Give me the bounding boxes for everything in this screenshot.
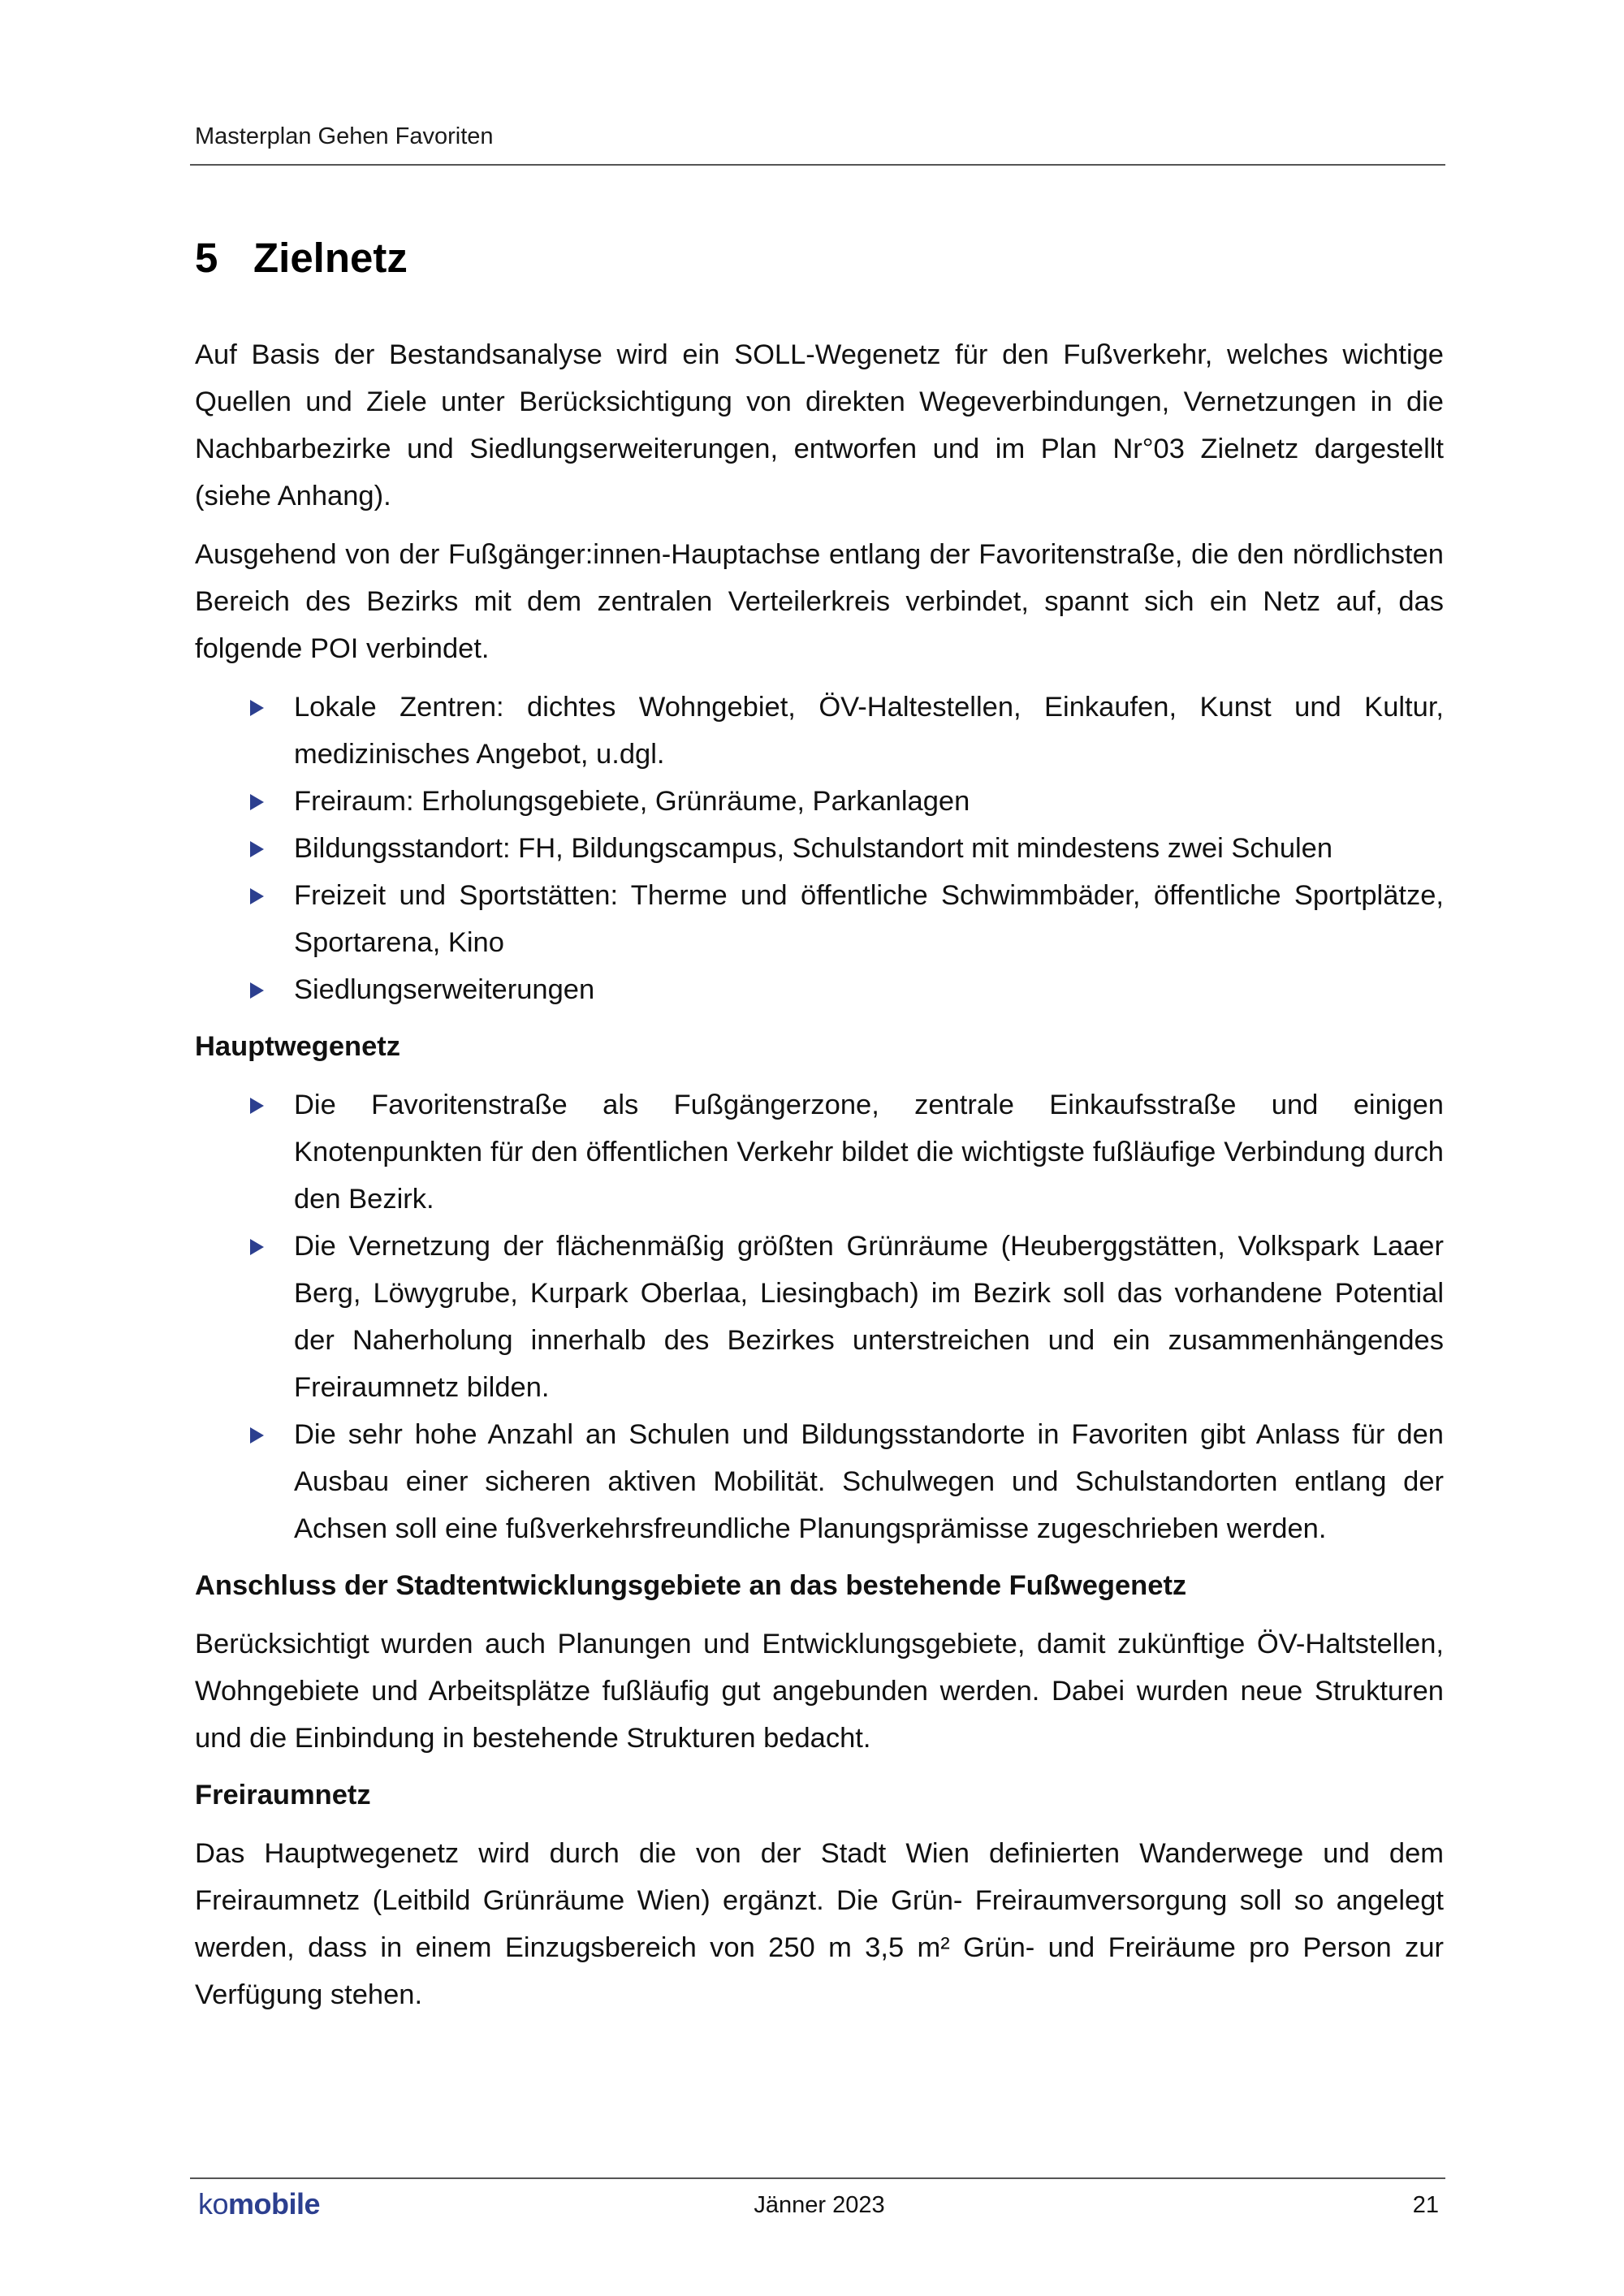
freiraumnetz-paragraph: Das Hauptwegenetz wird durch die von der Stadt Wien definierten Wanderwege und dem Freiraumnetz (Leitbild Grünräume Wien) ergänzt. Die Grün- Freiraumversorgung soll so angelegt werden, dass in einem Einzugsbereich von 250 m 3,5 m² Grün- und Freiräume pro Person zur Verfügung stehen. bbox=[195, 1838, 1444, 2010]
section-heading-anschluss: Anschluss der Stadtentwicklungsgebiete an das bestehende Fußwegenetz bbox=[195, 1570, 1187, 1601]
triangle-bullet-icon bbox=[250, 794, 264, 810]
anschluss-paragraph: Berücksichtigt wurden auch Planungen und Entwicklungsgebiete, damit zukünftige ÖV-Haltstellen, Wohngebiete und Arbeitsplätze fußläufig gut angebunden werden. Dabei wurden neue Strukturen und die Einbindung in bestehende Strukturen bedacht. bbox=[195, 1629, 1444, 1754]
list-item: Siedlungserweiterungen bbox=[294, 966, 1444, 1013]
footer-divider bbox=[190, 2177, 1445, 2179]
komobile-logo: komobile bbox=[198, 2187, 321, 2220]
chapter-heading bbox=[195, 234, 408, 282]
footer-date: Jänner 2023 bbox=[754, 2192, 885, 2218]
list-item: Die Favoritenstraße als Fußgängerzone, zentrale Einkaufsstraße und einigen Knotenpunkten für den öffentlichen Verkehr bildet die wichtigste fußläufige Verbindung durch den Bezirk. bbox=[294, 1081, 1444, 1223]
triangle-bullet-icon bbox=[250, 1098, 264, 1114]
list-item: Freiraum: Erholungsgebiete, Grünräume, Parkanlagen bbox=[294, 778, 1444, 825]
page-number: 21 bbox=[1412, 2192, 1439, 2218]
main-content bbox=[195, 331, 1444, 2018]
triangle-bullet-icon bbox=[250, 1239, 264, 1255]
triangle-bullet-icon bbox=[250, 700, 264, 716]
poi-list bbox=[195, 684, 1444, 1013]
hauptwegenetz-list bbox=[195, 1081, 1444, 1552]
chapter-number: 5 bbox=[195, 235, 218, 281]
intro-paragraph-2: Ausgehend von der Fußgänger:innen-Hauptachse entlang der Favoritenstraße, die den nördlichsten Bereich des Bezirks mit dem zentralen Verteilerkreis verbindet, spannt sich ein Netz auf, das folgende POI verbindet. bbox=[195, 539, 1444, 664]
running-header: Masterplan Gehen Favoriten bbox=[195, 123, 494, 149]
chapter-title: Zielnetz bbox=[253, 235, 408, 281]
list-item: Die Vernetzung der flächenmäßig größten Grünräume (Heuberggstätten, Volkspark Laaer Berg, Löwygrube, Kurpark Oberlaa, Liesingbach) im Bezirk soll das vorhandene Potential der Naherholung innerhalb des Bezirkes unterstreichen und ein zusammenhängendes Freiraumnetz bilden. bbox=[294, 1223, 1444, 1411]
list-item: Lokale Zentren: dichtes Wohngebiet, ÖV-Haltestellen, Einkaufen, Kunst und Kultur, medizinisches Angebot, u.dgl. bbox=[294, 684, 1444, 778]
list-item: Bildungsstandort: FH, Bildungscampus, Schulstandort mit mindestens zwei Schulen bbox=[294, 825, 1444, 872]
list-item: Die sehr hohe Anzahl an Schulen und Bildungsstandorte in Favoriten gibt Anlass für den Ausbau einer sicheren aktiven Mobilität. Schulwegen und Schulstandorten entlang der Achsen soll eine fußverkehrsfreundliche Planungsprämisse zugeschrieben werden. bbox=[294, 1411, 1444, 1552]
list-item: Freizeit und Sportstätten: Therme und öffentliche Schwimmbäder, öffentliche Sportplätze, Sportarena, Kino bbox=[294, 872, 1444, 966]
document-page bbox=[195, 0, 1444, 2296]
page-footer bbox=[195, 2187, 1444, 2228]
section-heading-hauptwegenetz: Hauptwegenetz bbox=[195, 1031, 401, 1062]
intro-paragraph-1: Auf Basis der Bestandsanalyse wird ein SOLL-Wegenetz für den Fußverkehr, welches wichtige Quellen und Ziele unter Berücksichtigung von direkten Wegeverbindungen, Vernetzungen in die Nachbarbezirke und Siedlungserweiterungen, entworfen und im Plan Nr°03 Zielnetz dargestellt (siehe Anhang). bbox=[195, 339, 1444, 511]
triangle-bullet-icon bbox=[250, 1427, 264, 1444]
triangle-bullet-icon bbox=[250, 841, 264, 857]
triangle-bullet-icon bbox=[250, 888, 264, 904]
section-heading-freiraumnetz: Freiraumnetz bbox=[195, 1780, 371, 1810]
header-divider bbox=[190, 164, 1445, 166]
triangle-bullet-icon bbox=[250, 982, 264, 999]
